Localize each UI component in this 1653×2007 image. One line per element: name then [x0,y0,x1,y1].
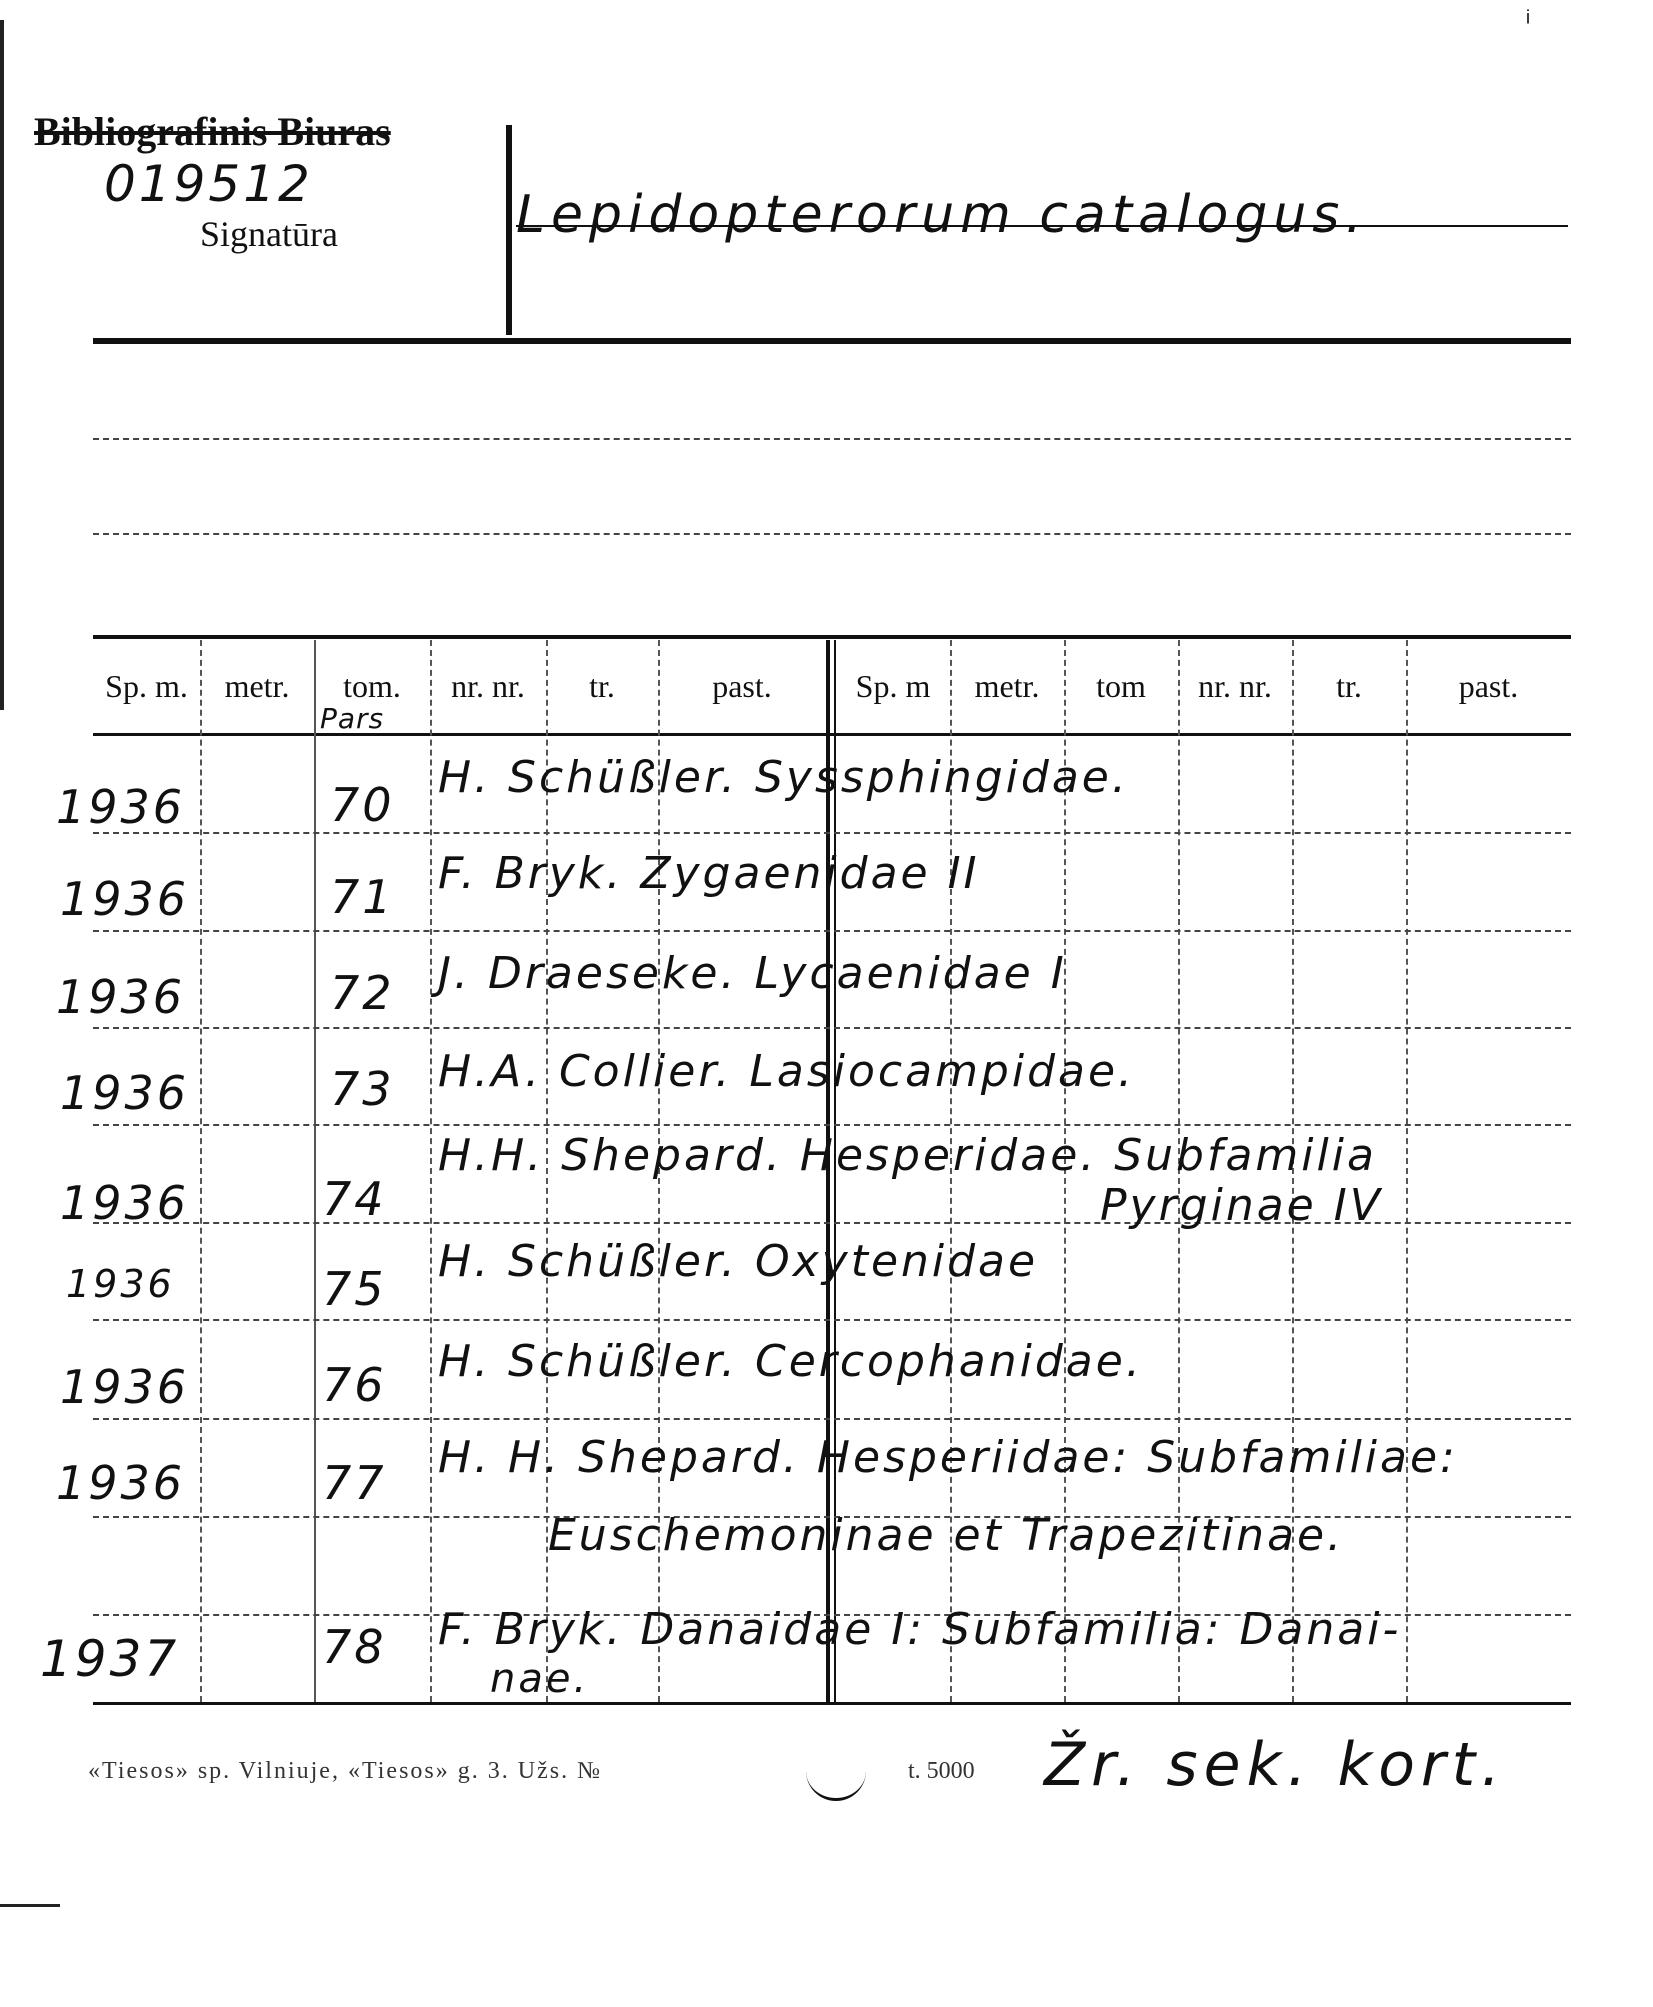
entry-tom: 75 [322,1262,387,1316]
entry-tom: 71 [330,870,395,924]
entry-text-continued: Euschemoninae et Trapezitinae. [548,1510,1345,1561]
column-header: nr. nr. [1198,668,1272,704]
entry-text-continued: nae. [490,1656,590,1702]
entry-tom: 78 [322,1620,387,1674]
call-number-label: Signatūra [200,214,338,254]
entry-year: 1936 [66,1262,175,1306]
card-edge-mark [0,20,4,710]
column-header: tr. [589,668,615,704]
column-header: tr. [1336,668,1362,704]
entry-text: F. Bryk. Danaidae I: Subfamilia: Danai- [438,1604,1402,1655]
entry-year: 1937 [40,1630,180,1688]
table-bottom-rule [93,1702,1571,1705]
entry-text: F. Bryk. Zygaenidae II [438,848,980,899]
entry-year: 1936 [60,1066,190,1120]
column-header: metr. [974,668,1040,704]
entry-tom: 76 [322,1358,387,1412]
entry-tom: 70 [330,778,395,832]
row-line [93,1319,1571,1321]
column-line [200,640,202,1702]
column-header: past. [712,668,772,704]
printer-imprint: «Tiesos» sp. Vilniuje, «Tiesos» g. 3. Užs. № [88,1758,602,1784]
column-line [314,640,316,1702]
column-header: Sp. m [855,668,931,704]
column-header: tom. [343,668,401,704]
tom-annotation: Pars [320,702,385,735]
header-divider [506,125,512,335]
entry-text: H.A. Collier. Lasiocampidae. [438,1046,1136,1097]
row-line [93,1124,1571,1126]
column-header: past. [1458,668,1519,704]
entry-year: 1936 [56,970,186,1024]
blank-line [93,438,1571,440]
entry-year: 1936 [56,780,186,834]
print-run: t. 5000 [908,1758,975,1784]
entry-text: H.H. Shepard. Hesperidae. Subfamilia [438,1130,1377,1181]
entry-year: 1936 [56,1456,186,1510]
office-stamp: Bibliografinis Biuras [34,109,391,154]
row-line [93,1027,1571,1029]
entry-tom: 77 [322,1456,387,1510]
catalog-title: Lepidopterorum catalogus. [516,185,1368,245]
entry-text: H. Schüßler. Syssphingidae. [438,752,1129,803]
column-header: nr. nr. [451,668,525,704]
table-top-rule [93,635,1571,639]
blank-line [93,533,1571,535]
entry-text: J. Draeseke. Lycaenidae I [438,948,1067,999]
entry-tom: 73 [330,1062,395,1116]
column-header: tom [1096,668,1146,704]
entry-year: 1936 [60,1176,190,1230]
column-header: Sp. m. [105,668,188,704]
entry-year: 1936 [60,872,190,926]
see-next-card-note: Žr. sek. kort. [1044,1730,1507,1800]
entry-text: H. H. Shepard. Hesperiidae: Subfamiliae: [438,1432,1458,1483]
column-line [1406,640,1408,1702]
row-line [93,832,1571,834]
heavy-rule [93,338,1571,344]
entry-text: H. Schüßler. Cercophanidae. [438,1336,1143,1387]
bottom-edge-mark [0,1904,60,1907]
column-line [430,640,432,1702]
order-number-scribble [806,1764,866,1801]
entry-text: H. Schüßler. Oxytenidae [438,1236,1039,1287]
title-underline [516,225,1568,227]
entry-year: 1936 [60,1360,190,1414]
row-line [93,930,1571,932]
row-line [93,1418,1571,1420]
entry-text-continued: Pyrginae IV [1100,1180,1383,1231]
entry-tom: 74 [322,1172,387,1226]
call-number: 019512 [104,155,313,213]
column-header: metr. [224,668,290,704]
entry-tom: 72 [330,966,395,1020]
